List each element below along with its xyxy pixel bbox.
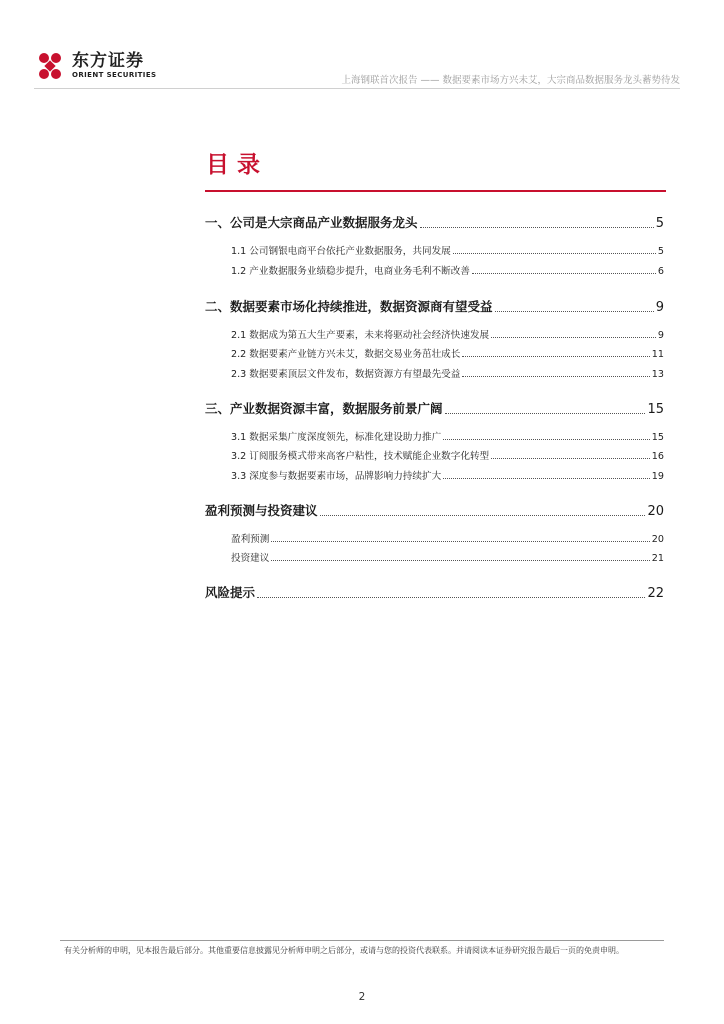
toc-title-underline [205, 190, 666, 192]
header-divider [34, 88, 680, 89]
toc-entry-page: 5 [655, 216, 664, 231]
toc-entry-risk[interactable] [205, 583, 664, 601]
toc-entry-2-2[interactable] [205, 346, 664, 360]
toc-entry-page: 13 [651, 369, 664, 380]
toc-entry-profit-forecast[interactable] [205, 531, 664, 545]
toc-leader-dots [445, 413, 646, 414]
toc-entry-section-3[interactable] [205, 399, 664, 417]
toc-leader-dots [443, 478, 650, 479]
toc-leader-dots [271, 541, 649, 542]
toc-leader-dots [491, 458, 650, 459]
toc-entry-2-3[interactable] [205, 366, 664, 380]
toc-leader-dots [420, 227, 654, 228]
toc-leader-dots [495, 311, 654, 312]
report-header-title: 上海钢联首次报告 —— 数据要素市场方兴未艾，大宗商品数据服务龙头蓄势待发 [341, 75, 680, 86]
toc-entry-page: 15 [647, 402, 664, 417]
orient-logo-icon [34, 50, 66, 82]
toc-entry-page: 5 [657, 246, 664, 257]
logo-chinese-name: 东方证券 [72, 51, 144, 71]
toc-leader-dots [462, 376, 649, 377]
toc-leader-dots [491, 337, 656, 338]
toc-entry-3-2[interactable] [205, 448, 664, 462]
toc-entry-1-1[interactable] [205, 243, 664, 257]
toc-entry-text: 风险提示 [205, 585, 256, 600]
toc-title: 目录 [206, 152, 268, 178]
toc-leader-dots [320, 515, 646, 516]
toc-leader-dots [462, 356, 649, 357]
toc-entry-page: 9 [657, 330, 664, 341]
toc-entry-text: 二、数据要素市场化持续推进，数据资源商有望受益 [205, 299, 493, 314]
toc-entry-text: 盈利预测 [231, 534, 270, 545]
page-number: 2 [358, 991, 366, 1003]
toc-leader-dots [453, 253, 656, 254]
logo-english-name: ORIENT SECURITIES [72, 71, 157, 79]
toc-entry-text: 3.2 订阅服务模式带来高客户粘性，技术赋能企业数字化转型 [231, 451, 490, 462]
toc-entry-page: 20 [651, 534, 664, 545]
toc-entry-text: 2.2 数据要素产业链方兴未艾，数据交易业务茁壮成长 [231, 349, 461, 360]
toc-entry-3-3[interactable] [205, 468, 664, 482]
toc-entry-text: 盈利预测与投资建议 [205, 503, 318, 518]
toc-entry-page: 11 [651, 349, 664, 360]
toc-entry-text: 3.1 数据采集广度深度领先，标准化建设助力推广 [231, 432, 442, 443]
company-logo [34, 50, 156, 82]
toc-entry-2-1[interactable] [205, 327, 664, 341]
footer-divider [60, 940, 664, 941]
toc-entry-page: 22 [647, 586, 664, 601]
toc-entry-text: 三、产业数据资源丰富，数据服务前景广阔 [205, 401, 443, 416]
toc-entry-page: 16 [651, 451, 664, 462]
toc-entry-section-2[interactable] [205, 297, 664, 315]
toc-entry-page: 6 [657, 266, 664, 277]
toc-entry-section-1[interactable] [205, 213, 664, 231]
toc-entry-page: 15 [651, 432, 664, 443]
toc-entry-text: 2.1 数据成为第五大生产要素，未来将驱动社会经济快速发展 [231, 330, 490, 341]
toc-entry-text: 投资建议 [231, 553, 270, 564]
toc-leader-dots [257, 597, 645, 598]
toc-entry-page: 21 [651, 553, 664, 564]
toc-entry-1-2[interactable] [205, 263, 664, 277]
toc-leader-dots [443, 439, 650, 440]
toc-entry-text: 3.3 深度参与数据要素市场，品牌影响力持续扩大 [231, 471, 442, 482]
toc-entry-text: 2.3 数据要素顶层文件发布，数据资源方有望最先受益 [231, 369, 461, 380]
toc-leader-dots [271, 560, 649, 561]
toc-entry-3-1[interactable] [205, 429, 664, 443]
toc-entry-page: 9 [655, 300, 664, 315]
toc-entry-text: 1.1 公司钢银电商平台依托产业数据服务，共同发展 [231, 246, 451, 257]
toc-entry-text: 1.2 产业数据服务业绩稳步提升，电商业务毛利不断改善 [231, 266, 470, 277]
toc-entry-text: 一、公司是大宗商品产业数据服务龙头 [205, 215, 418, 230]
toc-entry-page: 20 [647, 504, 664, 519]
toc-leader-dots [472, 273, 656, 274]
footer-disclaimer: 有关分析师的申明，见本报告最后部分。其他重要信息披露见分析师申明之后部分，或请与您的投资代表联系。并请阅读本证券研究报告最后一页的免责申明。 [64, 946, 624, 955]
toc-entry-investment-advice[interactable] [205, 550, 664, 564]
toc-entry-forecast[interactable] [205, 501, 664, 519]
toc-entry-page: 19 [651, 471, 664, 482]
